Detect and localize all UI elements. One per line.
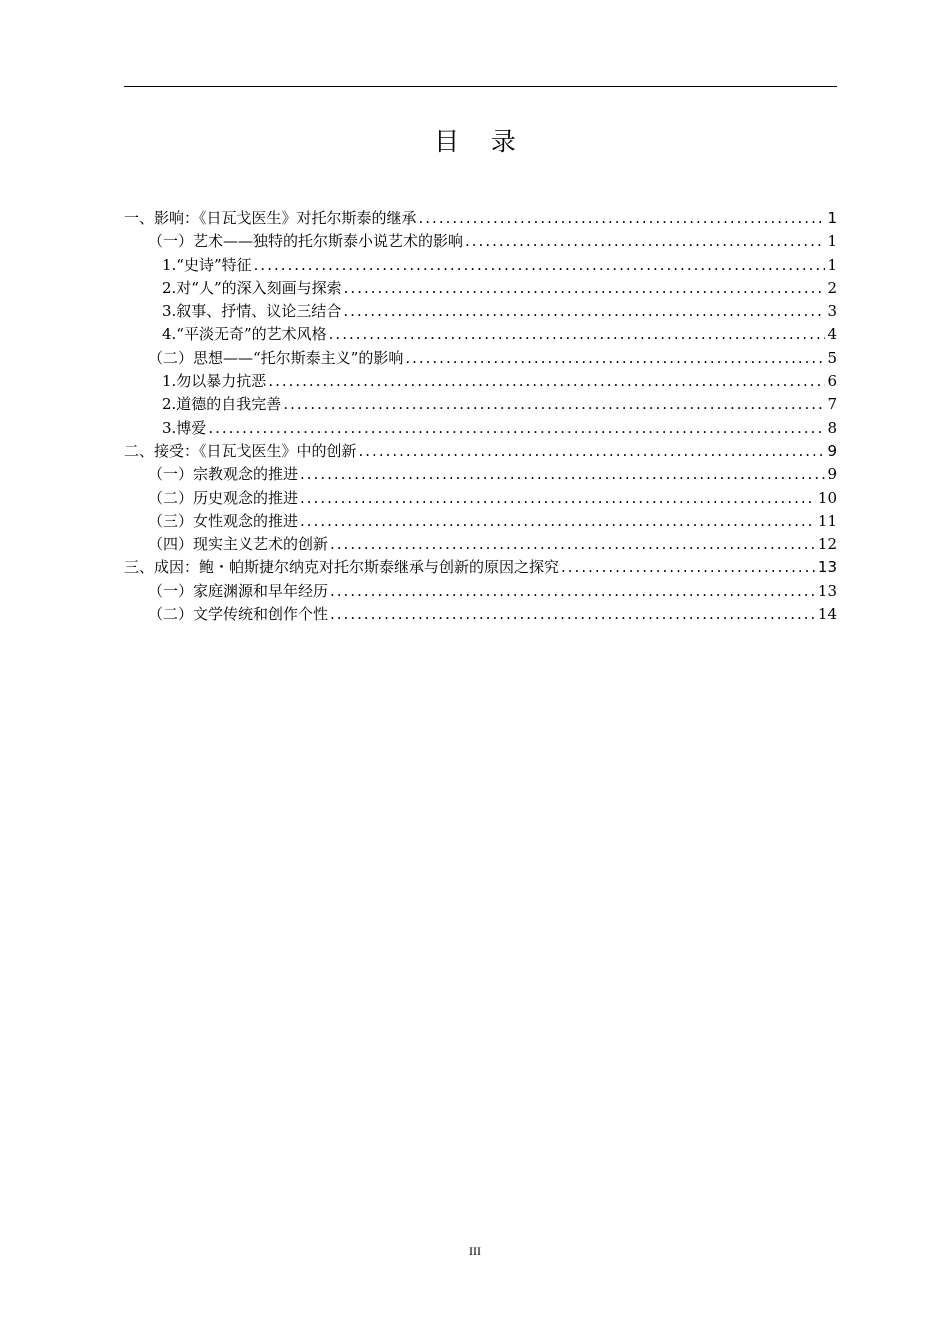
dot-leader [344,277,826,300]
toc-entry-page: 1 [827,232,837,251]
dot-leader [330,533,816,556]
toc-entry-2[interactable] [124,440,837,463]
toc-entry-page: 4 [827,325,837,344]
toc-entry-page: 1 [827,255,837,274]
page-title: 目 录 [434,127,516,156]
toc-entry-2-2[interactable] [124,487,837,510]
toc-entry-label: 3.叙事、抒情、议论三结合 [162,302,342,321]
toc-entry-1-2[interactable] [124,347,837,370]
dot-leader [465,230,825,253]
toc-entry-3[interactable] [124,556,837,579]
toc-entry-2-4[interactable] [124,533,837,556]
dot-leader [405,347,825,370]
toc-entry-1-2-1[interactable] [124,370,837,393]
toc-entry-label: （二）文学传统和创作个性 [148,605,329,624]
toc-entry-label: 2.对“人”的深入刻画与探索 [162,278,342,297]
dot-leader [300,487,816,510]
toc-entry-label: （一）宗教观念的推进 [148,465,299,484]
toc-entry-3-1[interactable] [124,580,837,603]
toc-entry-1[interactable] [124,207,837,230]
toc-entry-page: 14 [817,605,837,624]
dot-leader [254,254,826,277]
toc-entry-label: （二）思想——“托尔斯泰主义”的影响 [148,348,404,367]
toc-entry-label: 三、成因：鲍・帕斯捷尔纳克对托尔斯泰继承与创新的原因之探究 [124,558,560,577]
toc-entry-page: 8 [827,418,837,437]
toc-entry-label: 1.勿以暴力抗恶 [162,372,267,391]
toc-entry-page: 10 [817,488,837,507]
toc-entry-label: （三）女性观念的推进 [148,511,299,530]
dot-leader [300,463,825,486]
dot-leader [268,370,825,393]
dot-leader [300,510,816,533]
toc-entry-1-1-3[interactable] [124,300,837,323]
dot-leader [283,393,825,416]
dot-leader [419,207,826,230]
toc-entry-label: （一）家庭渊源和早年经历 [148,581,329,600]
toc-entry-1-1-4[interactable] [124,323,837,346]
toc-entry-3-2[interactable] [124,603,837,626]
toc-entry-label: 4.“平淡无奇”的艺术风格 [162,325,327,344]
header-rule [124,86,837,87]
toc-entry-2-1[interactable] [124,463,837,486]
dot-leader [343,300,825,323]
dot-leader [329,323,826,346]
toc-entry-page: 13 [817,581,837,600]
toc-entry-label: （二）历史观念的推进 [148,488,299,507]
dot-leader [208,417,825,440]
toc-entry-1-1[interactable] [124,230,837,253]
toc-entry-2-3[interactable] [124,510,837,533]
toc-entry-page: 1 [827,209,837,227]
toc-entry-label: 二、接受：《日瓦戈医生》中的创新 [124,441,357,460]
toc-entry-page: 5 [827,348,837,367]
toc-entry-label: 3.博爱 [162,418,207,437]
toc-entry-page: 2 [827,278,837,297]
toc-entry-page: 9 [827,441,837,460]
page-number-footer: III [469,1244,481,1258]
toc-entry-label: （四）现实主义艺术的创新 [148,535,329,554]
toc-entry-page: 7 [827,395,837,414]
toc-entry-1-2-3[interactable] [124,417,837,440]
toc-entry-label: （一）艺术——独特的托尔斯泰小说艺术的影响 [148,232,464,251]
toc-entry-page: 13 [817,558,837,577]
toc-entry-1-1-1[interactable] [124,254,837,277]
toc-entry-label: 1.“史诗”特征 [162,255,252,274]
dot-leader [359,440,826,463]
toc-entry-label: 一、影响：《日瓦戈医生》对托尔斯泰的继承 [124,209,417,227]
toc-entry-1-2-2[interactable] [124,393,837,416]
dot-leader [330,603,816,626]
toc-entry-page: 12 [817,535,837,554]
dot-leader [561,556,816,579]
toc-entry-page: 6 [827,372,837,391]
dot-leader [330,580,816,603]
toc-entry-page: 3 [827,302,837,321]
toc-entry-page: 9 [827,465,837,484]
toc-entry-page: 11 [817,511,837,530]
toc-entry-1-1-2[interactable] [124,277,837,300]
toc-entry-label: 2.道德的自我完善 [162,395,282,414]
table-of-contents [124,207,837,626]
